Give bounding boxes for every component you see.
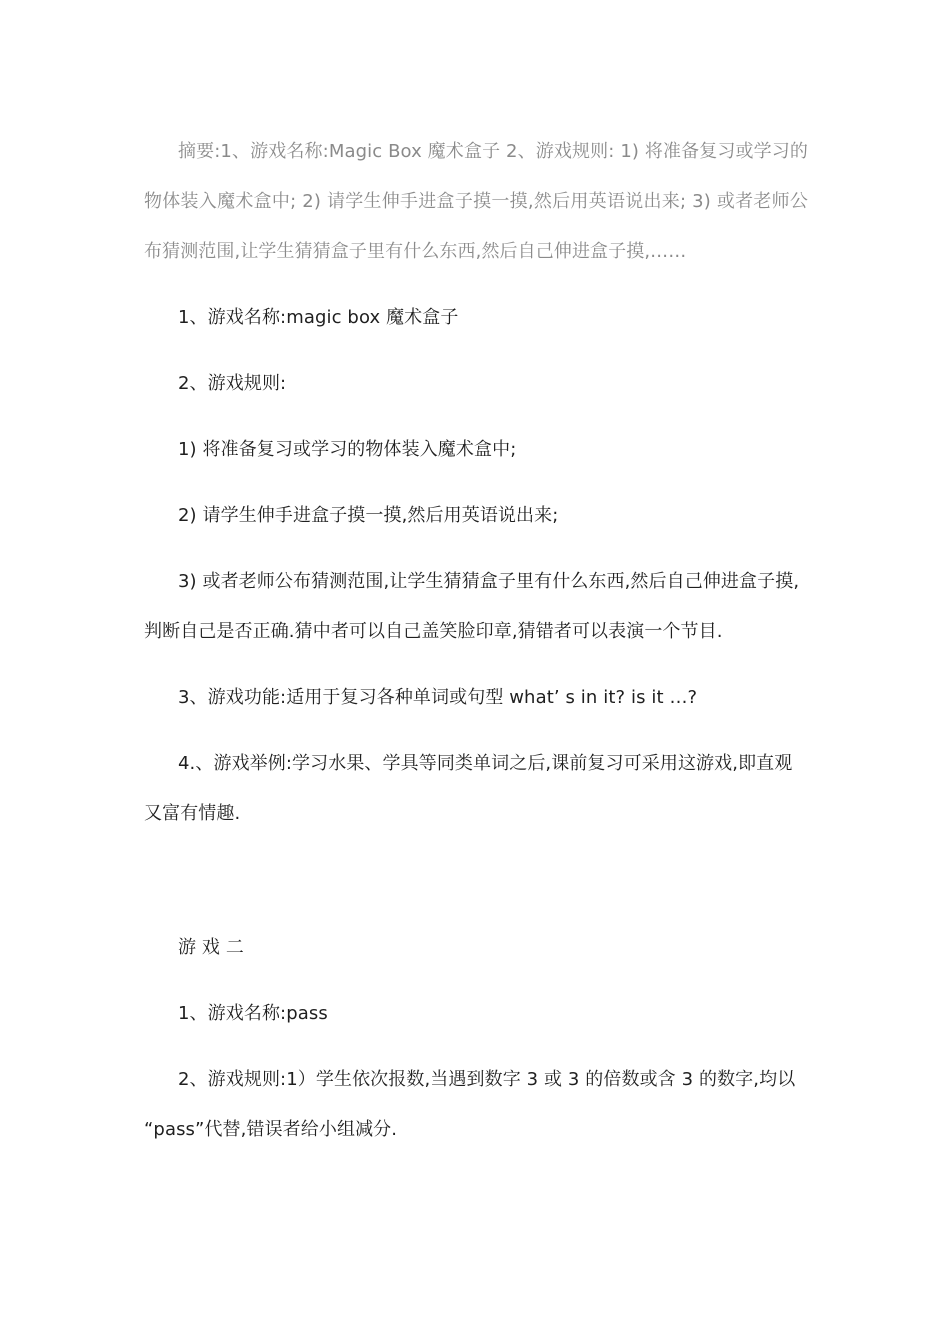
game1-example-line: 4.、游戏举例:学习水果、学具等同类单词之后,课前复习可采用这游戏,即直观又富有情趣. (144, 753, 793, 824)
game2-name-line: 1、游戏名称:pass (178, 1003, 328, 1024)
game2-rules-line: 2、游戏规则:1）学生依次报数,当遇到数字 3 或 3 的倍数或含 3 的数字,均以 “pass”代替,错误者给小组减分. (144, 1069, 796, 1140)
game1-rule-1: 1) 将准备复习或学习的物体装入魔术盒中; (178, 439, 517, 460)
game1-rule-2: 2) 请学生伸手进盒子摸一摸,然后用英语说出来; (178, 505, 559, 526)
game1-name-line: 1、游戏名称:magic box 魔术盒子 (178, 307, 459, 328)
document-body (144, 127, 808, 1155)
game1-function-line: 3、游戏功能:适用于复习各种单词或句型 what’ s in it? is it …? (178, 687, 698, 708)
game1-rule-3: 3) 或者老师公布猜测范围,让学生猜猜盒子里有什么东西,然后自己伸进盒子摸,判断自己是否正确.猜中者可以自己盖笑脸印章,猜错者可以表演一个节目. (144, 571, 800, 642)
summary-paragraph: 摘要:1、游戏名称:Magic Box 魔术盒子 2、游戏规则: 1) 将准备复习或学习的物体装入魔术盒中; 2) 请学生伸手进盒子摸一摸,然后用英语说出来; 3) 或者老师公布猜测范围,让学生猜猜盒子里有什么东西,然后自己伸进盒子摸,…… (144, 141, 808, 262)
game1-rules-heading: 2、游戏规则: (178, 373, 287, 394)
game2-heading: 游 戏 二 (178, 937, 244, 958)
